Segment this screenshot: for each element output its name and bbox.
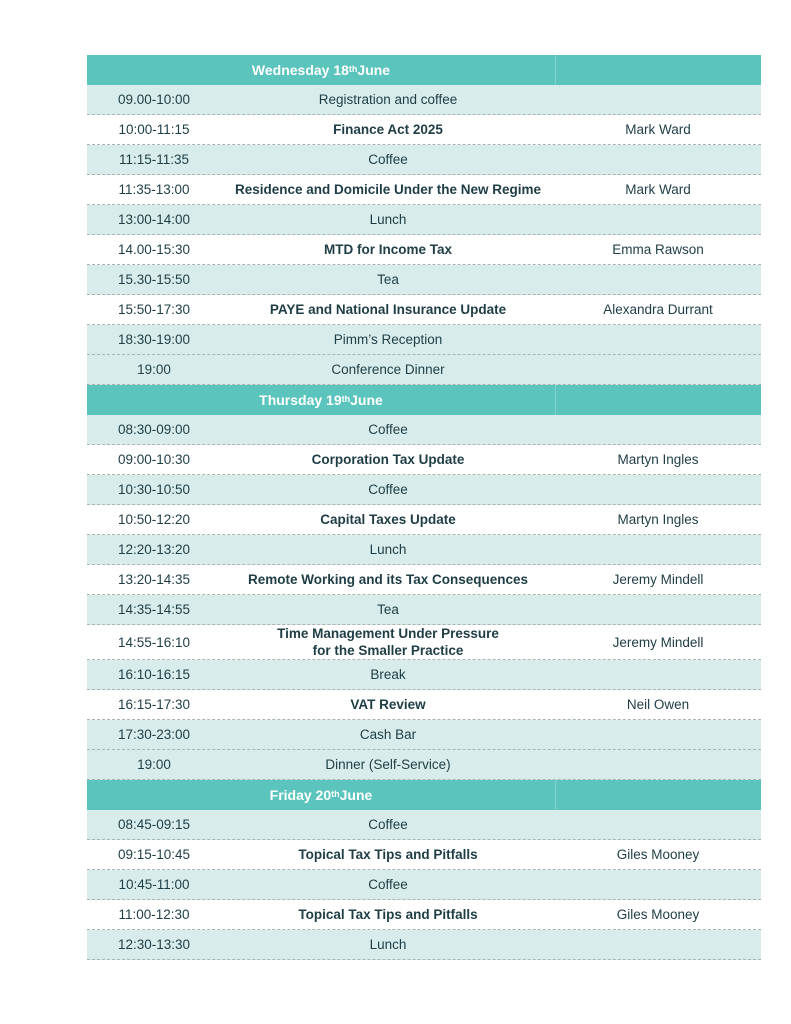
- session-time: 10:45-11:00: [118, 877, 190, 892]
- session-title: [221, 696, 555, 713]
- session-speaker: Giles Mooney: [616, 847, 700, 862]
- session-title-line: Coffee: [368, 877, 408, 892]
- session-title-line: Tea: [377, 272, 399, 287]
- session-title-line: Break: [370, 667, 406, 682]
- session-time: 11:35-13:00: [118, 182, 190, 197]
- session-speaker: Mark Ward: [625, 182, 691, 197]
- session-time: 11:00-12:30: [118, 907, 190, 922]
- session-title: [221, 601, 555, 618]
- session-title: [221, 481, 555, 498]
- session-title-line: Finance Act 2025: [333, 122, 443, 137]
- session-time: 12:20-13:20: [117, 542, 191, 557]
- session-title-line: Lunch: [369, 542, 407, 557]
- session-title-line: Coffee: [368, 482, 408, 497]
- session-title: [221, 816, 555, 833]
- session-speaker: Alexandra Durrant: [603, 302, 713, 317]
- schedule-row: [87, 595, 761, 625]
- session-time: 15:50-17:30: [117, 302, 191, 317]
- schedule-row: [87, 505, 761, 535]
- session-time: 11:15-11:35: [118, 152, 190, 167]
- day-label: Wednesday 18: [251, 61, 349, 78]
- session-title: [221, 301, 555, 318]
- session-time: 14.00-15:30: [117, 242, 191, 257]
- session-time: 19:00: [137, 362, 171, 377]
- schedule-row: [87, 660, 761, 690]
- session-time: 14:55-16:10: [117, 634, 191, 650]
- schedule-row: [87, 355, 761, 385]
- session-speaker: Jeremy Mindell: [612, 572, 704, 587]
- schedule-row: [87, 85, 761, 115]
- session-title: [221, 511, 555, 528]
- session-title-line: Time Management Under Pressure: [277, 626, 499, 641]
- session-title: [221, 726, 555, 743]
- session-title: [221, 625, 555, 659]
- schedule-row: [87, 840, 761, 870]
- conference-schedule-table: [87, 55, 761, 960]
- session-title: [221, 361, 555, 378]
- session-title: [221, 181, 555, 198]
- session-title-line: Lunch: [369, 937, 407, 952]
- schedule-row: [87, 235, 761, 265]
- day-label: Friday 20: [269, 786, 332, 803]
- day-month: June: [339, 786, 373, 803]
- schedule-row: [87, 415, 761, 445]
- session-time: 10:30-10:50: [117, 482, 191, 497]
- session-title: [221, 936, 555, 953]
- schedule-row: [87, 720, 761, 750]
- schedule-row: [87, 535, 761, 565]
- session-title-line: Coffee: [368, 152, 408, 167]
- session-title-line: Topical Tax Tips and Pitfalls: [298, 847, 478, 862]
- session-time: 10:00-11:15: [118, 122, 190, 137]
- session-title-line: Coffee: [368, 817, 408, 832]
- session-time: 13:00-14:00: [117, 212, 191, 227]
- day-month: June: [350, 391, 383, 408]
- session-title-line: Remote Working and its Tax Consequences: [247, 572, 529, 587]
- session-time: 19:00: [137, 757, 171, 772]
- session-title-line: Lunch: [369, 212, 407, 227]
- session-time: 15.30-15:50: [117, 272, 191, 287]
- session-title-line: PAYE and National Insurance Update: [269, 302, 507, 317]
- session-title: [221, 421, 555, 438]
- session-time: 17:30-23:00: [117, 727, 191, 742]
- session-title-line: Tea: [377, 602, 399, 617]
- schedule-row: [87, 205, 761, 235]
- session-time: 09:15-10:45: [117, 847, 191, 862]
- session-title: [221, 331, 555, 348]
- session-title-line: VAT Review: [350, 697, 426, 712]
- session-time: 16:10-16:15: [117, 667, 191, 682]
- schedule-row: [87, 445, 761, 475]
- day-header: [87, 385, 761, 415]
- session-time: 18:30-19:00: [117, 332, 191, 347]
- session-title: [221, 666, 555, 683]
- day-month: June: [357, 61, 391, 78]
- day-title: [87, 55, 556, 85]
- schedule-row: [87, 870, 761, 900]
- day-suffix: th: [348, 63, 358, 74]
- session-time: 12:30-13:30: [117, 937, 191, 952]
- day-title: [87, 780, 556, 810]
- schedule-row: [87, 690, 761, 720]
- session-title: [221, 876, 555, 893]
- day-suffix: th: [341, 393, 351, 404]
- schedule-row: [87, 475, 761, 505]
- session-time: 08:30-09:00: [117, 422, 191, 437]
- session-time: 09.00-10:00: [117, 92, 191, 107]
- session-speaker: Martyn Ingles: [617, 452, 699, 467]
- schedule-row: [87, 115, 761, 145]
- schedule-row: [87, 145, 761, 175]
- session-title-line: Topical Tax Tips and Pitfalls: [298, 907, 478, 922]
- schedule-row: [87, 750, 761, 780]
- session-title: [221, 91, 555, 108]
- schedule-row: [87, 265, 761, 295]
- session-title-line: Dinner (Self-Service): [325, 757, 451, 772]
- session-speaker: Jeremy Mindell: [612, 634, 704, 650]
- session-title: [221, 541, 555, 558]
- session-title-line: Corporation Tax Update: [311, 452, 465, 467]
- session-title: [221, 151, 555, 168]
- session-speaker: Mark Ward: [625, 122, 691, 137]
- day-header: [87, 780, 761, 810]
- day-label: Thursday 19: [259, 391, 342, 408]
- session-title-line: Cash Bar: [359, 727, 417, 742]
- session-title-line: Pimm’s Reception: [333, 332, 443, 347]
- session-title-line: Conference Dinner: [331, 362, 445, 377]
- session-speaker: Emma Rawson: [612, 242, 704, 257]
- session-time: 14:35-14:55: [117, 602, 191, 617]
- day-header: [87, 55, 761, 85]
- session-title: [221, 756, 555, 773]
- schedule-row: [87, 325, 761, 355]
- session-time: 16:15-17:30: [117, 697, 191, 712]
- schedule-row: [87, 930, 761, 960]
- session-title: [221, 906, 555, 923]
- session-title: [221, 121, 555, 138]
- session-title: [221, 211, 555, 228]
- session-speaker: Neil Owen: [626, 697, 690, 712]
- session-title: [221, 846, 555, 863]
- day-suffix: th: [331, 788, 340, 799]
- session-speaker: Martyn Ingles: [617, 512, 699, 527]
- session-title: [221, 451, 555, 468]
- session-title-line-2: for the Smaller Practice: [312, 643, 464, 658]
- session-time: 08:45-09:15: [117, 817, 191, 832]
- session-title-line: MTD for Income Tax: [323, 242, 452, 257]
- session-title: [221, 271, 555, 288]
- session-time: 09:00-10:30: [117, 452, 191, 467]
- schedule-row: [87, 810, 761, 840]
- session-time: 13:20-14:35: [117, 572, 191, 587]
- session-speaker: Giles Mooney: [616, 907, 700, 922]
- session-title-line: Registration and coffee: [318, 92, 458, 107]
- session-title: [221, 241, 555, 258]
- schedule-row: [87, 175, 761, 205]
- session-title-line: Coffee: [368, 422, 408, 437]
- session-time: 10:50-12:20: [117, 512, 191, 527]
- session-title-line: Capital Taxes Update: [320, 512, 456, 527]
- schedule-row: [87, 295, 761, 325]
- schedule-row: [87, 625, 761, 660]
- session-title: [221, 571, 555, 588]
- day-title: [87, 385, 556, 415]
- schedule-row: [87, 900, 761, 930]
- schedule-row: [87, 565, 761, 595]
- session-title-line: Residence and Domicile Under the New Regime: [234, 182, 542, 197]
